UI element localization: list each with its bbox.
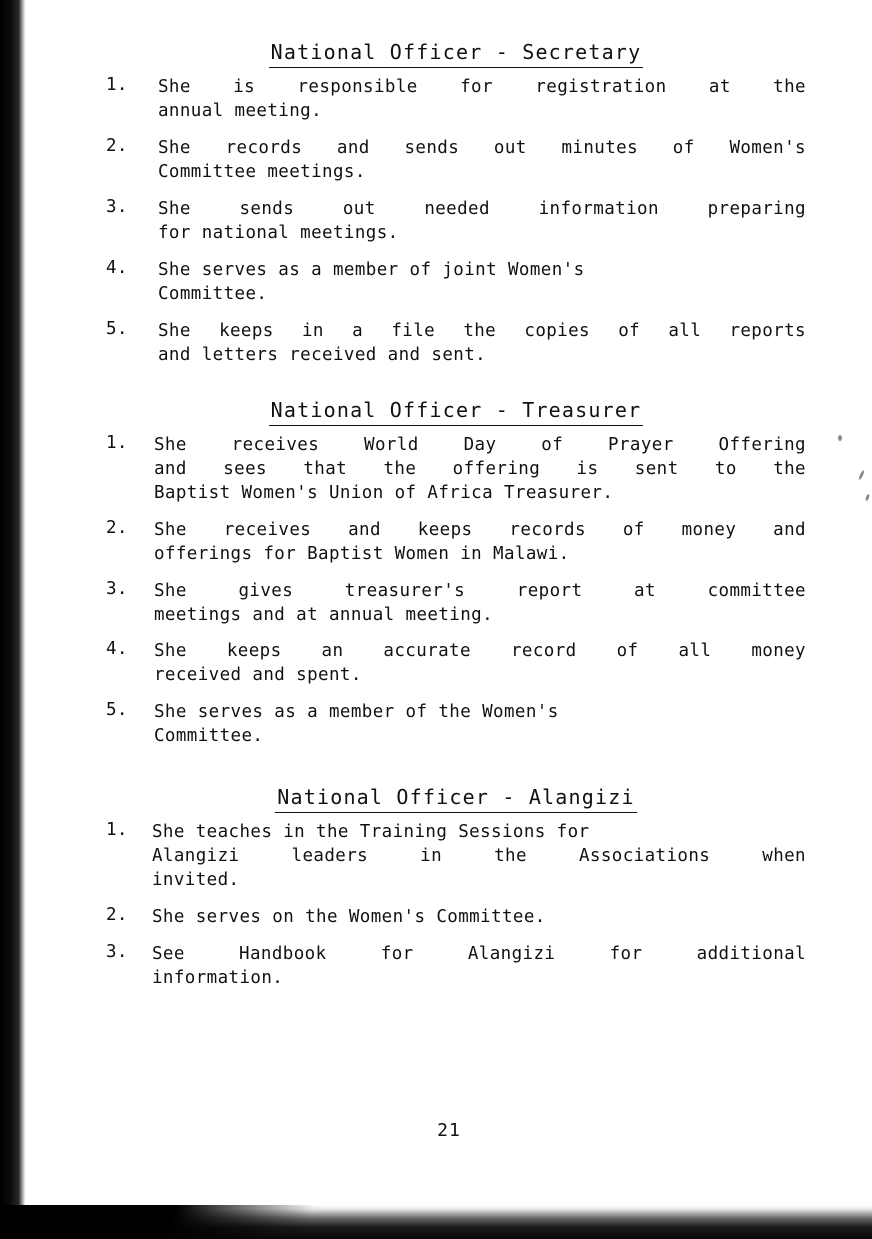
text-line: information.: [152, 968, 284, 989]
text-line: for national meetings.: [158, 222, 399, 243]
alangizi-duties-list: [106, 821, 806, 991]
text-line: She serves as a member of the Women's: [154, 702, 559, 723]
text-line: She is responsible for registration at the: [158, 77, 806, 97]
text-line: annual meeting.: [158, 100, 323, 121]
list-item-text: [158, 76, 806, 124]
list-item-text: [158, 137, 806, 185]
list-item-text: [152, 943, 806, 991]
secretary-duties-list: [106, 76, 806, 368]
text-line: She receives World Day of Prayer Offering: [154, 434, 806, 455]
list-item: [106, 821, 806, 893]
text-line: She serves as a member of joint Women's: [158, 259, 585, 280]
section-heading-text: National Officer - Secretary: [270, 40, 642, 64]
text-line: She serves on the Women's Committee.: [152, 907, 546, 928]
list-item-text: [158, 198, 806, 246]
document-page: [26, 0, 872, 1239]
text-line: Committee.: [154, 726, 264, 747]
list-item: [106, 259, 806, 307]
list-item-text: [158, 320, 806, 368]
text-line: She records and sends out minutes of Women's: [158, 137, 806, 158]
list-item-number: 1.: [106, 432, 128, 453]
scan-left-edge: [0, 0, 26, 1239]
text-line: and sees that the offering is sent to the: [154, 458, 806, 479]
list-item: [106, 434, 806, 506]
text-line: offerings for Baptist Women in Malawi.: [154, 543, 570, 564]
list-item-text: [152, 906, 806, 930]
section-heading-text: National Officer - Alangizi: [277, 785, 635, 810]
text-line: Committee meetings.: [158, 161, 366, 182]
list-item-text: [154, 580, 806, 628]
text-line: She teaches in the Training Sessions for: [152, 822, 590, 843]
list-item: [106, 137, 806, 185]
list-item: [106, 76, 806, 124]
list-item-number: 1.: [106, 820, 128, 841]
list-item-number: 2.: [106, 135, 128, 156]
list-item-number: 3.: [106, 578, 128, 599]
list-item-number: 4.: [106, 639, 128, 660]
list-item-number: 3.: [106, 942, 128, 963]
list-item-text: [152, 821, 806, 893]
text-line: She sends out needed information preparing: [158, 198, 806, 219]
document-body: [106, 40, 806, 1004]
list-item-text: [154, 701, 806, 749]
text-line: Baptist Women's Union of Africa Treasurer.: [154, 482, 614, 503]
list-item: [106, 640, 806, 688]
list-item-text: [158, 259, 806, 307]
text-line: She keeps in a file the copies of all reports: [158, 320, 806, 341]
list-item-text: [154, 434, 806, 506]
text-line: Committee.: [158, 283, 268, 304]
list-item-number: 5.: [106, 318, 128, 339]
section-heading-secretary: [106, 40, 806, 68]
section-heading-treasurer: [106, 398, 806, 426]
list-item: [106, 320, 806, 368]
section-heading-text: National Officer - Treasurer: [270, 397, 642, 422]
text-line: She receives and keeps records of money and: [154, 519, 806, 540]
list-item: [106, 519, 806, 567]
section-heading-alangizi: [106, 785, 806, 813]
text-line: She keeps an accurate record of all money: [154, 641, 806, 662]
treasurer-duties-list: [106, 434, 806, 750]
text-line: received and spent.: [154, 665, 362, 686]
list-item-number: 2.: [106, 517, 128, 538]
text-line: invited.: [152, 870, 240, 891]
list-item-number: 5.: [106, 700, 128, 721]
text-line: and letters received and sent.: [158, 344, 487, 365]
list-item: [106, 943, 806, 991]
text-line: meetings and at annual meeting.: [154, 604, 494, 625]
text-line: See Handbook for Alangizi for additional: [152, 944, 806, 965]
list-item: [106, 906, 806, 930]
text-line: She gives treasurer's report at committee: [154, 580, 806, 601]
list-item-number: 4.: [106, 257, 128, 278]
page-number: 21: [437, 1120, 461, 1141]
list-item-text: [154, 640, 806, 688]
list-item-text: [154, 519, 806, 567]
list-item: [106, 198, 806, 246]
list-item-number: 3.: [106, 196, 128, 217]
list-item-number: 2.: [106, 905, 128, 926]
list-item: [106, 701, 806, 749]
list-item: [106, 580, 806, 628]
text-line: Alangizi leaders in the Associations when: [152, 846, 806, 867]
list-item-number: 1.: [106, 75, 128, 95]
